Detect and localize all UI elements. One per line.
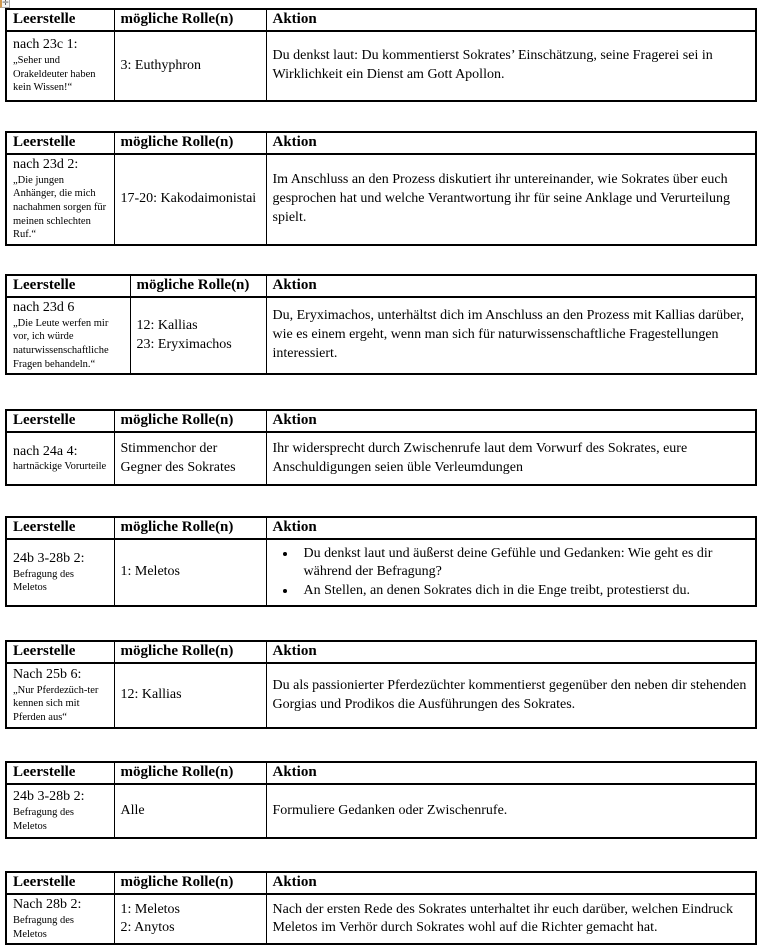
table-move-handle-icon[interactable]: ✛ [0,0,10,8]
role-entry: Alle [120,802,145,818]
leerstelle-reference: 24b 3-28b 2: [13,550,85,566]
leerstelle-detail: „Die jungen Anhänger, die mich nachahmen sorgen für meinen schlechten Ruf.“ [13,174,107,241]
header-leerstelle: Leerstelle [6,410,114,432]
aktion-bullet: • An Stellen, an denen Sokrates dich in die Enge treibt, protestierst du. [297,582,750,601]
aktion-text: Ihr widersprecht durch Zwischenrufe laut dem Vorwurf des Sokrates, eure Anschuldigungen seien üble Verleumdungen [272,440,688,475]
leerstelle-reference: nach 23d 2: [13,157,79,172]
table-header-row [6,762,756,784]
leerstelle-detail: Befragung des Meletos [13,568,74,594]
header-moegliche-rollen: mögliche Rolle(n) [114,517,266,539]
aktion-cell [266,663,756,728]
role-entry: 1: Meletos [120,564,180,580]
table-row [6,894,756,944]
header-moegliche-rollen: mögliche Rolle(n) [114,872,266,894]
leerstelle-reference: nach 24a 4: [13,443,78,459]
aktion-text: Du, Eryximachos, unterhältst dich im Anschluss an den Prozess mit Kallias darüber, wie es einem ergeht, wenn man sich für naturwissenschaftliche Fragestellungen interessiert. [272,308,744,362]
header-leerstelle: Leerstelle [6,275,130,297]
table-header-row [6,275,756,297]
header-leerstelle: Leerstelle [6,641,114,663]
leerstelle-table-2 [5,131,757,246]
table-header-row [6,641,756,663]
leerstelle-cell [6,154,114,245]
leerstelle-table-4 [5,409,757,486]
header-moegliche-rollen: mögliche Rolle(n) [114,410,266,432]
aktion-text: Formuliere Gedanken oder Zwischenrufe. [272,802,508,818]
roles-cell [130,297,266,374]
aktion-cell [266,154,756,245]
aktion-cell [266,297,756,374]
aktion-text: Du als passionierter Pferdezüchter kommentierst gegenüber den neben dir stehenden Gorgias und Prodikos die Ausführungen des Sokrates. [272,677,747,712]
role-entry: 1: Meletos [120,901,180,917]
aktion-bullet: • Du denkst laut und äußerst deine Gefühle und Gedanken: Wie geht es dir während der Befragung? [297,545,750,583]
roles-cell [114,539,266,606]
role-entry: 23: Eryximachos [136,336,232,352]
leerstelle-detail: „Seher und Orakeldeuter haben kein Wissen!“ [13,54,96,94]
leerstelle-table-1 [5,8,757,102]
header-leerstelle: Leerstelle [6,517,114,539]
aktion-cell [266,432,756,485]
aktion-text: Du denkst laut: Du kommentierst Sokrates’ Einschätzung, seine Fragerei sei in Wirklichkeit ein Dienst am Gott Apollon. [272,48,713,82]
header-moegliche-rollen: mögliche Rolle(n) [114,9,266,31]
role-entry: Stimmenchor der Gegner des Sokrates [120,440,236,475]
header-aktion: Aktion [266,641,756,663]
header-leerstelle: Leerstelle [6,9,114,31]
table-row [6,31,756,101]
leerstelle-table-3 [5,274,757,375]
aktion-cell [266,784,756,838]
leerstelle-table-5 [5,516,757,607]
roles-cell [114,432,266,485]
roles-cell [114,784,266,838]
leerstelle-reference: Nach 25b 6: [13,667,82,682]
leerstelle-cell [6,297,130,374]
header-leerstelle: Leerstelle [6,872,114,894]
roles-cell [114,31,266,101]
leerstelle-detail: „Die Leute werfen mir vor, ich würde naturwissenschaftliche Fragen behandeln.“ [13,317,109,370]
leerstelle-table-8 [5,871,757,945]
aktion-cell [266,539,756,606]
header-leerstelle: Leerstelle [6,132,114,154]
header-aktion: Aktion [266,517,756,539]
role-entry: 12: Kallias [136,317,198,333]
leerstelle-reference: nach 23d 6 [13,300,75,315]
header-aktion: Aktion [266,275,756,297]
leerstelle-detail: „Nur Pferdezüch-ter kennen sich mit Pferden aus“ [13,684,99,724]
header-aktion: Aktion [266,762,756,784]
table-row [6,539,756,606]
header-aktion: Aktion [266,872,756,894]
table-header-row [6,872,756,894]
table-header-row [6,410,756,432]
table-header-row [6,132,756,154]
header-moegliche-rollen: mögliche Rolle(n) [130,275,266,297]
leerstelle-table-7 [5,761,757,839]
roles-cell [114,154,266,245]
header-moegliche-rollen: mögliche Rolle(n) [114,641,266,663]
aktion-cell [266,894,756,944]
aktion-text: Nach der ersten Rede des Sokrates unterhaltet ihr euch darüber, welchen Eindruck Meletos im Verhör durch Sokrates wohl auf die Richter gemacht hat. [272,901,733,936]
table-header-row [6,9,756,31]
leerstelle-reference: Nach 28b 2: [13,897,82,913]
header-moegliche-rollen: mögliche Rolle(n) [114,762,266,784]
leerstelle-cell [6,31,114,101]
role-entry: 3: Euthyphron [120,57,201,73]
role-entry: 17-20: Kakodaimonistai [120,191,257,207]
roles-cell [114,663,266,728]
header-aktion: Aktion [266,9,756,31]
role-entry: 12: Kallias [120,687,182,703]
table-row [6,297,756,374]
leerstelle-cell [6,784,114,838]
leerstelle-reference: nach 23c 1: [13,37,78,53]
table-row [6,663,756,728]
header-leerstelle: Leerstelle [6,762,114,784]
leerstelle-cell [6,432,114,485]
header-aktion: Aktion [266,132,756,154]
leerstelle-detail: hartnäckige Vorurteile [13,461,107,473]
aktion-cell [266,31,756,101]
leerstelle-table-6 [5,640,757,729]
leerstelle-detail: Befragung des Meletos [13,915,74,940]
table-header-row [6,517,756,539]
header-aktion: Aktion [266,410,756,432]
leerstelle-reference: 24b 3-28b 2: [13,789,85,805]
table-row [6,432,756,485]
aktion-text: Im Anschluss an den Prozess diskutiert ihr untereinander, wie Sokrates über euch gesprochen hat und welche Verantwortung ihr für seine Anklage und Verurteilung spielt. [272,172,730,225]
leerstelle-cell [6,663,114,728]
leerstelle-cell [6,894,114,944]
header-moegliche-rollen: mögliche Rolle(n) [114,132,266,154]
table-row [6,784,756,838]
role-entry: 2: Anytos [120,920,175,936]
roles-cell [114,894,266,944]
table-row [6,154,756,245]
leerstelle-detail: Befragung des Meletos [13,807,74,832]
leerstelle-cell [6,539,114,606]
aktion-bullet-list [273,545,750,602]
